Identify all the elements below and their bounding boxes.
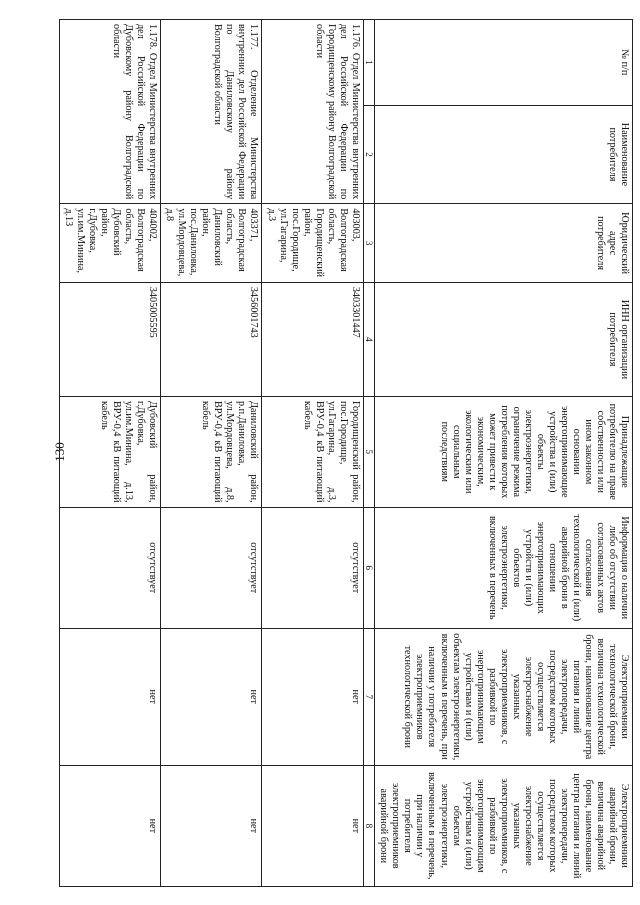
header-acts: Информация о наличии либо об отсутствии согласованных актов согласования технологической и (или) аварийной брони в отношении энергопринимающих устройств и (или) объектов электроэнергетики, включенных в перечень [375, 507, 633, 628]
header-inn: ИНН организации потребителя [375, 282, 633, 396]
consumer-cell [59, 20, 160, 204]
table-row [161, 20, 262, 887]
consumer-table [59, 19, 633, 887]
acts-value: отсутствует [262, 507, 363, 628]
column-number: 7 [363, 628, 375, 765]
devices-value: Городищенский район, пос.Городище, ул.Гагарина, д.3, ВРУ-0,4 кВ питающий кабель [262, 396, 363, 507]
consumer-name: Отдел Министерства внутренних дел Российской Федерации по Дубовскому району Волгоградской области [111, 24, 159, 200]
consumer-cell [161, 20, 262, 204]
consumer-name: Отдел Министерства внутренних дел Российской Федерации по Городищенскому району Волгоградской области [313, 24, 361, 200]
devices-value: Дубовский район, г.Дубовка, ул.им.Минина, д.13, ВРУ-0,4 кВ питающий кабель [59, 396, 160, 507]
header-consumer-name: Наименование потребителя [375, 105, 633, 204]
header-devices: Принадлежащие потребителю на праве собственности или ином законном основании энергопринимающие устройства и (или) объекты электроэнергетики, ограничение режима потребления которых может привести к экономическим, экологическим или социальным последствиям [375, 396, 633, 507]
tech-reserve-value: нет [161, 628, 262, 765]
devices-value: Даниловский район, р.п.Даниловка, ул.Мордовцева, д.8, ВРУ-0,4 кВ питающий кабель [161, 396, 262, 507]
inn-value: 3405005595 [59, 282, 160, 396]
column-number: 5 [363, 396, 375, 507]
inn-value: 3456001743 [161, 282, 262, 396]
row-number: 1.178. [147, 24, 159, 50]
emergency-reserve-value: нет [59, 765, 160, 886]
emergency-reserve-value: нет [161, 765, 262, 886]
header-tech-reserve: Электроприемники технологической брони, величина технологической брони, наименование центра питания и линий электропередачи, посредством которых осуществляется электроснабжение указанных электроприемников, с разбивкой по энергопринимающим устройствам и (или) объектам электроэнергетики, включенным в перечень, при наличии у потребителя электроприемников технологической брони [375, 628, 633, 765]
page-number: 130 [52, 442, 67, 462]
consumer-cell [262, 20, 363, 204]
column-number-row [363, 20, 375, 887]
emergency-reserve-value: нет [262, 765, 363, 886]
column-number: 3 [363, 204, 375, 282]
legal-address: 404002, Волгоградская область, Дубовский район, г.Дубовка, ул.им.Минина, д.13 [59, 204, 160, 282]
table-row [262, 20, 363, 887]
header-number: № п/п [375, 20, 633, 106]
column-number: 1 [363, 20, 375, 106]
column-number: 4 [363, 282, 375, 396]
column-number: 2 [363, 105, 375, 204]
row-number: 1.176. [349, 24, 361, 50]
acts-value: отсутствует [161, 507, 262, 628]
header-emergency-reserve: Электроприемники аварийной брони, величина аварийной брони, наименование центра питания и линий электропередачи, посредством которых осуществляется электроснабжение указанных электроприемников, с разбивкой по энергопринимающим устройствам и (или) объектам электроэнергетики, включенным в перечень, при наличии у потребителя электроприемников аварийной брони [375, 765, 633, 886]
consumer-name: Отделение Министерства внутренних дел Российской Федерации по Даниловскому району Волгоградской области [212, 24, 260, 200]
legal-address: 403371, Волгоградская область, Даниловский район, пос.Даниловка, ул.Мордовцева, д.8 [161, 204, 262, 282]
tech-reserve-value: нет [262, 628, 363, 765]
table-row [59, 20, 160, 887]
tech-reserve-value: нет [59, 628, 160, 765]
header-legal-address: Юридический адрес потребителя [375, 204, 633, 282]
row-number: 1.177. [248, 24, 260, 50]
legal-address: 403003, Волгоградская область, Городищенский район, пос.Городище, ул.Гагарина, д.3 [262, 204, 363, 282]
acts-value: отсутствует [59, 507, 160, 628]
table-header-row [375, 20, 633, 887]
inn-value: 3403301447 [262, 282, 363, 396]
column-number: 6 [363, 507, 375, 628]
consumer-table-wrapper [61, 19, 633, 887]
column-number: 8 [363, 765, 375, 886]
